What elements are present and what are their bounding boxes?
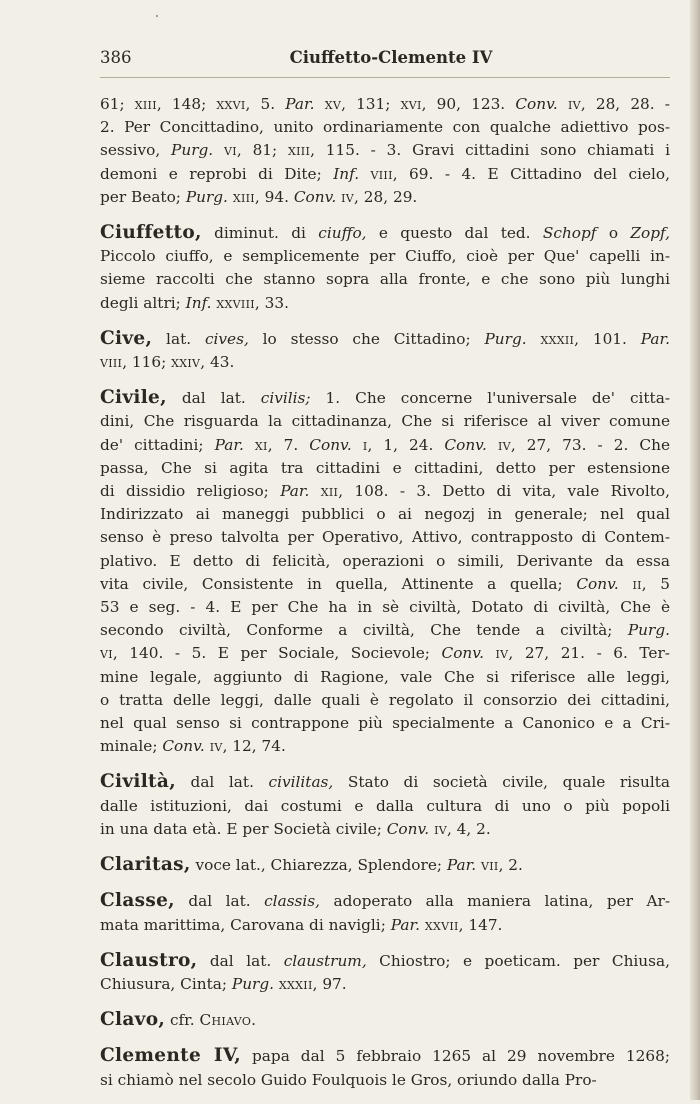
print-speck (156, 15, 158, 17)
text-line: si chiamò nel secolo Guido Foulquois le Gros, oriundo dalla Pro- (100, 1070, 597, 1089)
text-line: passa, Che si agita tra cittadini e cittadini, detto per estensione (100, 458, 670, 477)
text-line: Chiusura, Cinta; Purg. xxxii, 97. (100, 974, 347, 993)
text-line: vita civile, Consistente in quella, Attinente a quella; Conv. ii, 5 (100, 574, 670, 593)
text-line: plativo. E detto di felicità, operazioni o simili, Derivante da essa (100, 551, 670, 570)
text-line: vi, 140. - 5. E per Sociale, Socievole; Conv. iv, 27, 21. - 6. Ter- (100, 644, 670, 663)
text-line: de' cittadini; Par. xi, 7. Conv. i, 1, 24. Conv. iv, 27, 73. - 2. Che (100, 435, 671, 454)
text-line: mata marittima, Carovana di navigli; Par. xxvii, 147. (100, 915, 503, 934)
page-edge-shadow (690, 0, 700, 1100)
entry-claritas (100, 853, 670, 877)
text-line: 61; xiii, 148; xxvi, 5. Par. xv, 131; xvi, 90, 123. Conv. iv, 28, 28. - (100, 95, 670, 113)
text-line: Claustro, dal lat. claustrum, Chiostro; e poeticam. per Chiusa, (100, 949, 670, 971)
text-line: dini, Che risguarda la cittadinanza, Che si riferisce al viver comune (100, 412, 670, 431)
text-line: in una data età. E per Società civile; Conv. iv, 4, 2. (100, 819, 491, 838)
text-line: sessivo, Purg. vi, 81; xiii, 115. - 3. Gravi cittadini sono chiamati i (100, 141, 670, 160)
text-line: per Beato; Purg. xiii, 94. Conv. iv, 28, 29. (100, 187, 418, 206)
running-head: Ciuffetto-Clemente IV (289, 48, 493, 67)
entry-cive (100, 327, 670, 374)
entry-clemente-iv (100, 1044, 670, 1091)
text-line: dalle istituzioni, dai costumi e dalla cultura di uno o più popoli (100, 796, 670, 815)
text-line: senso è preso talvolta per Operativo, Attivo, contrapposto di Contem- (100, 528, 670, 547)
text-line: di dissidio religioso; Par. xii, 108. - 3. Detto di vita, vale Rivolto, (100, 482, 670, 501)
page-number: 386 (100, 48, 132, 67)
text-line: 2. Per Concittadino, unito ordinariamente con qualche adiettivo pos- (100, 118, 670, 137)
entry-civilta (100, 770, 670, 841)
text-line: Civiltà, dal lat. civilitas, Stato di società civile, quale risulta (100, 771, 670, 793)
text-line: sieme raccolti che stanno sopra alla fronte, e che sono più lunghi (100, 270, 670, 289)
text-line: mine legale, aggiunto di Ragione, vale Che si riferisce alle leggi, (100, 667, 670, 686)
text-line: Claritas, voce lat., Chiarezza, Splendore; Par. vii, 2. (100, 854, 523, 876)
text-line: degli altri; Inf. xxviii, 33. (100, 293, 289, 312)
entry-ciuffetto (100, 221, 670, 315)
text-line: Civile, dal lat. civilis; 1. Che concerne l'universale de' citta- (100, 387, 670, 409)
text-line: Ciuffetto, diminut. di ciuffo, e questo dal ted. Schopf o Zopf, (100, 222, 670, 244)
text-line: nel qual senso si contrappone più specialmente a Canonico e a Cri- (100, 714, 670, 733)
entry-classe (100, 889, 670, 936)
entry-claustro (100, 949, 670, 996)
header-rule (100, 77, 670, 78)
dictionary-body (100, 93, 670, 1104)
text-line: viii, 116; xxiv, 43. (100, 353, 235, 372)
text-line: Indirizzato ai maneggi pubblici o ai negozj in generale; nel qual (100, 505, 670, 524)
text-line: Cive, lat. cives, lo stesso che Cittadino; Purg. xxxii, 101. Par. (100, 327, 670, 349)
text-line: Classe, dal lat. classis, adoperato alla maniera latina, per Ar- (100, 890, 670, 912)
text-line: Clavo, cfr. Chiavo. (100, 1009, 257, 1031)
entry-civile (100, 386, 670, 758)
text-line: Clemente IV, papa dal 5 febbraio 1265 al 29 novembre 1268; (100, 1045, 670, 1067)
text-line: demoni e reprobi di Dite; Inf. viii, 69. - 4. E Cittadino del cielo, (100, 164, 670, 183)
entry-clavo (100, 1008, 670, 1032)
text-line: 53 e seg. - 4. E per Che ha in sè civiltà, Dotato di civiltà, Che è (100, 598, 670, 617)
text-line: minale; Conv. iv, 12, 74. (100, 737, 286, 756)
entry-cittadino-continued (100, 93, 670, 209)
text-line: secondo civiltà, Conforme a civiltà, Che tende a civiltà; Purg. (100, 621, 670, 640)
text-line: o tratta delle leggi, dalle quali è regolato il consorzio dei cittadini, (100, 690, 670, 709)
text-line: Piccolo ciuffo, e semplicemente per Ciuffo, cioè per Que' capelli in- (100, 247, 670, 266)
page-header (100, 48, 670, 72)
